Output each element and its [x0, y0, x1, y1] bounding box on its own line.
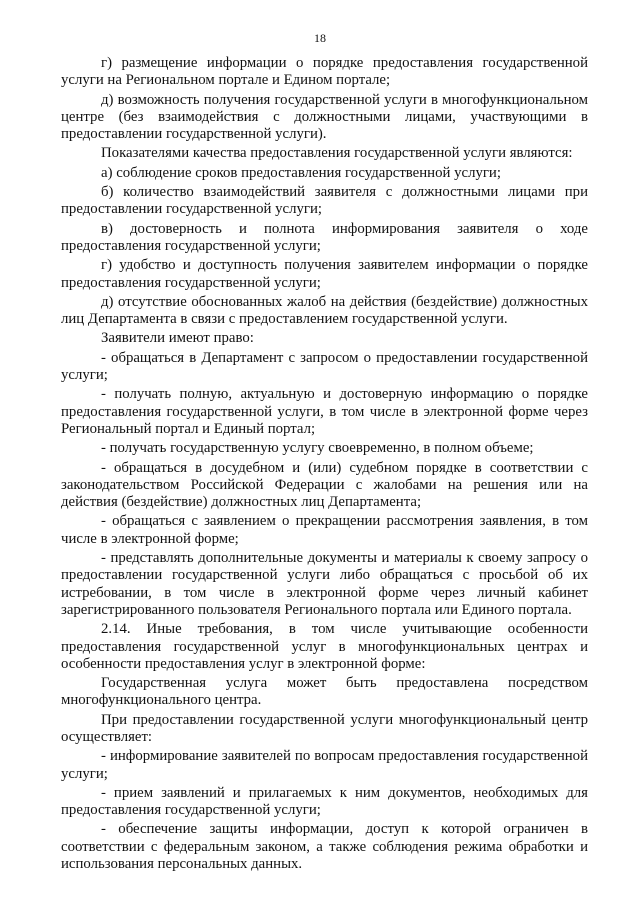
paragraph-right-additional-docs: - представлять дополнительные документы и материалы к своему запросу о предоставлении государственной услуги либо обращаться с просьбой об их истребовании, в том числе в электронной форме через личный кабинет зарегистрированного пользователя Регионального портала или Единого портала. — [61, 550, 588, 618]
paragraph-quality-indicators-intro: Показателями качества предоставления государственной услуги являются: — [101, 145, 573, 162]
paragraph-item-g-portal-info: г) размещение информации о порядке предоставления государственной услуги на Региональном портале и Едином портале; — [61, 55, 588, 89]
paragraph-right-request: - обращаться в Департамент с запросом о предоставлении государственной услуги; — [61, 349, 588, 384]
paragraph-item-a-deadlines: а) соблюдение сроков предоставления государственной услуги; — [101, 164, 501, 181]
paragraph-mfc-accepting: - прием заявлений и прилагаемых к ним документов, необходимых для предоставления государственной услуги; — [61, 784, 588, 819]
paragraph-right-appeal: - обращаться в досудебном и (или) судебном порядке в соответствии с законодательством Российской Федерации с жалобами на решения или на действия (бездействие) должностных лиц Департамента; — [61, 459, 588, 511]
paragraph-item-b-interactions: б) количество взаимодействий заявителя с должностными лицами при предоставлении государственной услуги; — [61, 184, 588, 218]
paragraph-right-terminate: - обращаться с заявлением о прекращении рассмотрения заявления, в том числе в электронной форме; — [61, 513, 588, 547]
paragraph-item-d-no-complaints: д) отсутствие обоснованных жалоб на действия (бездействие) должностных лиц Департамента в связи с предоставлением государственной услуги. — [61, 293, 588, 328]
paragraph-item-d-mfc: д) возможность получения государственной услуги в многофункциональном центре (без взаимодействия с должностными лицами, участвующими в предоставлении государственной услуги). — [61, 91, 588, 143]
paragraph-mfc-informing: - информирование заявителей по вопросам предоставления государственной услуги; — [61, 748, 588, 782]
paragraph-mfc-performs-intro: При предоставлении государственной услуги многофункциональный центр осуществляет: — [61, 711, 588, 745]
paragraph-item-g-convenience: г) удобство и доступность получения заявителем информации о порядке предоставления государственной услуги; — [61, 257, 588, 291]
paragraph-right-timely-service: - получать государственную услугу своевременно, в полном объеме; — [101, 440, 534, 457]
paragraph-applicant-rights-intro: Заявители имеют право: — [101, 330, 254, 347]
page-number: 18 — [314, 31, 326, 45]
paragraph-mfc-provision: Государственная услуга может быть предоставлена посредством многофункционального центра. — [61, 675, 588, 709]
paragraph-right-information: - получать полную, актуальную и достоверную информацию о порядке предоставления государственной услуги, в том числе в электронной форме через Региональный портал и Единый портал; — [61, 386, 588, 437]
document-body — [61, 55, 588, 873]
paragraph-mfc-data-protection: - обеспечение защиты информации, доступ к которой ограничен в соответствии с федеральным законом, а также соблюдения режима обработки и использования персональных данных. — [61, 821, 588, 873]
paragraph-section-2-14: 2.14. Иные требования, в том числе учитывающие особенности предоставления государственной услуг в многофункциональных центрах и особенности предоставления услуг в электронной форме: — [61, 621, 588, 672]
paragraph-item-v-reliability: в) достоверность и полнота информирования заявителя о ходе предоставления государственной услуги; — [61, 220, 588, 254]
